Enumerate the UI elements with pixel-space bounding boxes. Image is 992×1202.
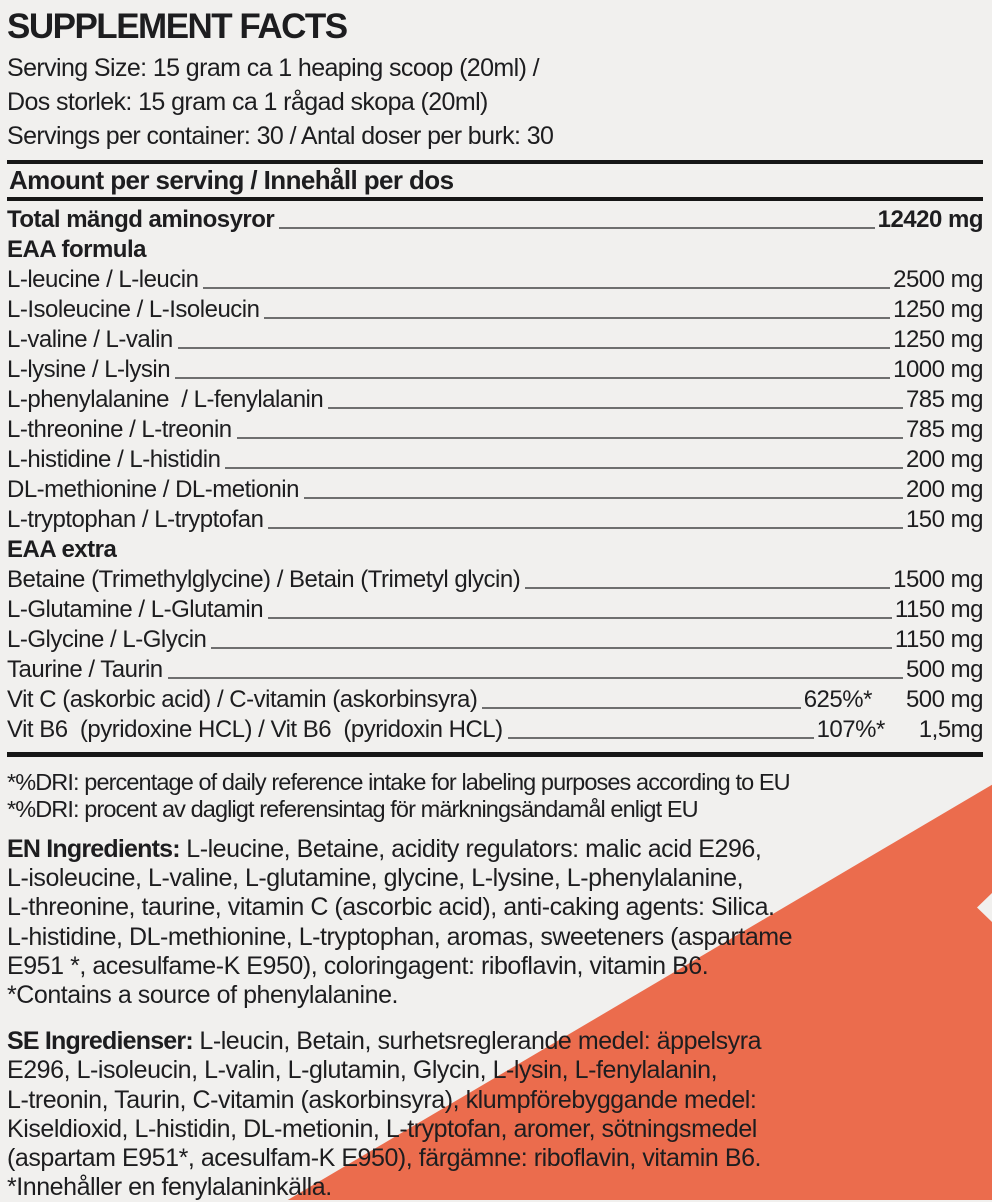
section-header-row xyxy=(7,233,983,263)
leader-line xyxy=(268,527,902,529)
ingredient-name: L-threonine / L-treonin xyxy=(7,416,232,443)
ingredient-name: Taurine / Taurin xyxy=(7,656,163,683)
table-row xyxy=(7,353,983,383)
divider-thick-rule xyxy=(7,752,983,757)
dri-footnote-se: *%DRI: procent av dagligt referensintag för märkningsändamål enligt EU xyxy=(7,795,698,822)
servings-per-container: Servings per container: 30 / Antal doser per burk: 30 xyxy=(7,122,554,150)
leader-line xyxy=(211,647,891,649)
ingredient-name: DL-methionine / DL-metionin xyxy=(7,476,299,503)
dri-footnote-en: *%DRI: percentage of daily reference intake for labeling purposes according to EU xyxy=(7,769,790,795)
amount-value: 1250 mg xyxy=(893,326,983,353)
table-row xyxy=(7,203,983,233)
leader-line xyxy=(508,737,814,739)
amount-value: 12420 mg xyxy=(877,206,983,233)
ingredient-name: EAA extra xyxy=(7,536,117,563)
table-row xyxy=(7,473,983,503)
table-row xyxy=(7,503,983,533)
table-row xyxy=(7,383,983,413)
ingredient-name: EAA formula xyxy=(7,236,146,263)
leader-line xyxy=(525,587,890,589)
ingredient-name: L-Glutamine / L-Glutamin xyxy=(7,596,264,623)
ingredient-name: Betaine (Trimethylglycine) / Betain (Trimetyl glycin) xyxy=(7,566,521,593)
table-row xyxy=(7,713,983,743)
ingredient-name: L-valine / L-valin xyxy=(7,326,173,353)
leader-line xyxy=(178,347,890,349)
phenylalanine-warning-se: *Innehåller en fenylalaninkälla. xyxy=(7,1173,332,1202)
table-row xyxy=(7,293,983,323)
ingredients-se-line xyxy=(7,1027,983,1056)
leader-line xyxy=(175,377,890,379)
table-row xyxy=(7,683,983,713)
divider-double-rule xyxy=(7,197,983,201)
ingredients-en-line: L-isoleucine, L-valine, L-glutamine, glycine, L-lysine, L-phenylalanine, xyxy=(7,864,744,893)
ingredient-name: L-leucine / L-leucin xyxy=(7,266,199,293)
amount-value: 500 mg xyxy=(905,686,983,713)
amount-value: 2500 mg xyxy=(893,266,983,293)
dri-percent: 107%* xyxy=(816,716,885,743)
amount-value: 200 mg xyxy=(905,446,983,473)
leader-line xyxy=(268,617,892,619)
serving-size-se: Dos storlek: 15 gram ca 1 rågad skopa (20ml) xyxy=(7,88,488,116)
ingredient-name: Vit B6 (pyridoxine HCL) / Vit B6 (pyridoxin HCL) xyxy=(7,716,503,743)
amount-value: 1,5mg xyxy=(918,716,983,743)
page-title: SUPPLEMENT FACTS xyxy=(7,7,347,46)
table-row xyxy=(7,593,983,623)
table-row xyxy=(7,263,983,293)
ingredients-se-line: L-treonin, Taurin, C-vitamin (askorbinsyra), klumpförebyggande medel: xyxy=(7,1085,757,1114)
amount-value: 1150 mg xyxy=(894,596,983,623)
leader-line xyxy=(225,467,902,469)
ingredients-se-line: Kiseldioxid, L-histidin, DL-metionin, L-tryptofan, aromer, sötningsmedel xyxy=(7,1114,757,1143)
amount-value: 1500 mg xyxy=(893,566,983,593)
dri-footnotes xyxy=(7,769,983,822)
amount-value: 785 mg xyxy=(905,416,983,443)
leader-line xyxy=(328,407,903,409)
leader-line xyxy=(304,497,903,499)
ingredients-en-line: E951 *, acesulfame-K E950), coloringagent: riboflavin, vitamin B6. xyxy=(7,951,709,980)
ingredient-name: L-phenylalanine / L-fenylalanin xyxy=(7,386,324,413)
ingredient-name: Vit C (askorbic acid) / C-vitamin (askorbinsyra) xyxy=(7,686,478,713)
ingredients-en-line: L-threonine, taurine, vitamin C (ascorbic acid), anti-caking agents: Silica. xyxy=(7,893,775,922)
amount-value: 200 mg xyxy=(905,476,983,503)
amount-value: 785 mg xyxy=(905,386,983,413)
amount-value: 1000 mg xyxy=(893,356,983,383)
table-row xyxy=(7,653,983,683)
leader-line xyxy=(168,677,903,679)
leader-line xyxy=(279,227,874,229)
table-row xyxy=(7,323,983,353)
ingredients-en-line xyxy=(7,835,983,864)
table-row xyxy=(7,623,983,653)
amount-value: 1150 mg xyxy=(894,626,983,653)
ingredient-name: L-Glycine / L-Glycin xyxy=(7,626,207,653)
ingredient-name: L-histidine / L-histidin xyxy=(7,446,221,473)
leader-line xyxy=(264,317,890,319)
ingredients-se-line: (aspartam E951*, acesulfam-K E950), färgämne: riboflavin, vitamin B6. xyxy=(7,1144,762,1173)
serving-size-en: Serving Size: 15 gram ca 1 heaping scoop (20ml) / xyxy=(7,54,540,82)
leader-line xyxy=(237,437,903,439)
ingredient-name: Total mängd aminosyror xyxy=(7,206,275,233)
leader-line xyxy=(203,287,890,289)
section-header-row xyxy=(7,533,983,563)
phenylalanine-warning-en: *Contains a source of phenylalanine. xyxy=(7,981,399,1010)
facts-table xyxy=(7,203,983,743)
ingredients-en-prefix: EN Ingredients: xyxy=(7,835,180,863)
ingredients-se-line: E296, L-isoleucin, L-valin, L-glutamin, Glycin, L-lysin, L-fenylalanin, xyxy=(7,1056,718,1085)
ingredients-se-text: L-leucin, Betain, surhetsreglerande medel: äppelsyra xyxy=(192,1027,762,1056)
amount-value: 150 mg xyxy=(905,506,983,533)
ingredient-name: L-lysine / L-lysin xyxy=(7,356,171,383)
ingredients-en-text: L-leucine, Betaine, acidity regulators: malic acid E296, xyxy=(179,835,762,863)
table-row xyxy=(7,443,983,473)
ingredients-en xyxy=(7,835,983,1010)
ingredients-se-prefix: SE Ingredienser: xyxy=(7,1027,193,1056)
table-row xyxy=(7,563,983,593)
ingredient-name: L-Isoleucine / L-Isoleucin xyxy=(7,296,260,323)
amount-value: 500 mg xyxy=(905,656,983,683)
table-row xyxy=(7,413,983,443)
leader-line xyxy=(482,707,800,709)
ingredients-en-line: L-histidine, DL-methionine, L-tryptophan, aromas, sweeteners (aspartame xyxy=(7,922,793,951)
dri-percent: 625%* xyxy=(803,686,872,713)
ingredients-se xyxy=(7,1027,983,1202)
amount-value: 1250 mg xyxy=(893,296,983,323)
ingredient-name: L-tryptophan / L-tryptofan xyxy=(7,506,264,533)
amount-per-serving-header: Amount per serving / Innehåll per dos xyxy=(9,165,454,195)
